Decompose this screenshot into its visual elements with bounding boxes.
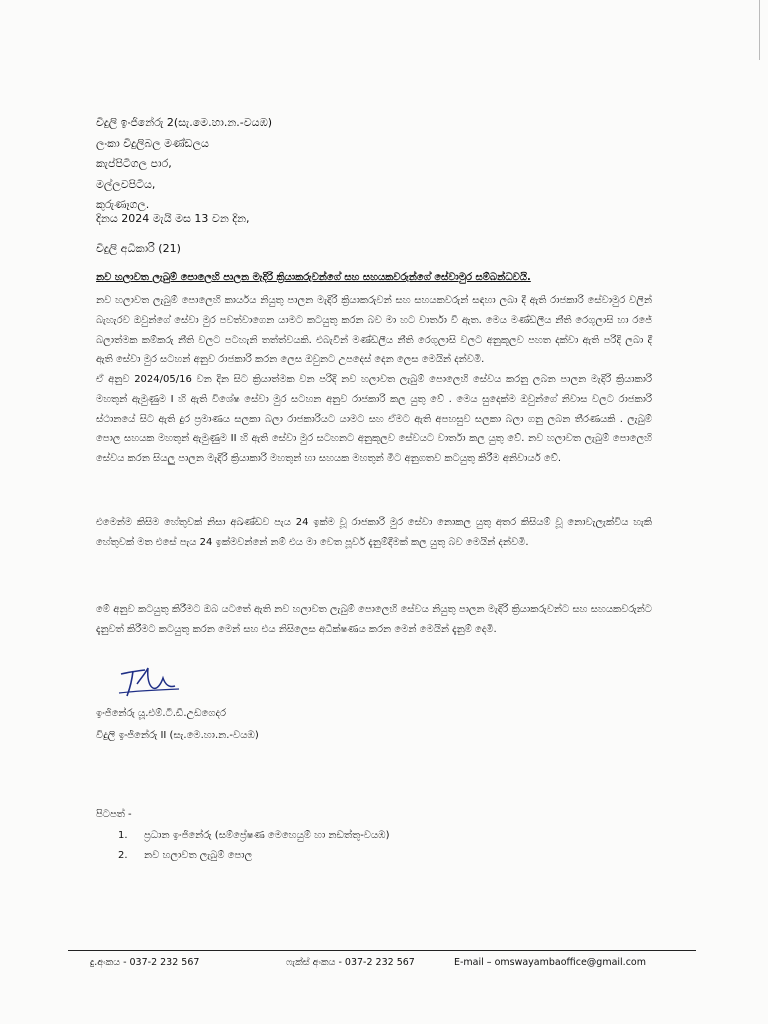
body-paragraph-1: නව හලාවත ලැබුම් පොලෙහි කාර්යය නියුතු පාලන මැදිරි ක්‍රියාකරුවන් සහ සහයකවරුන් සඳහා ලබා දී ඇති රාජකාරි සේවාමුර වලින් බැහැරව ඔවුන්ගේ සේවා මුර පවත්වාගෙන යාමට කටයුතු කරන බව මා හට වාර්තා වී ඇත. මෙය මණ්ඩලීය නීති රෙගුලාසි හා රජේ බලාත්මක කම්කරු නීති වලට පටහැනි තත්ත්වයකි. එබැවින් මණ්ඩලීය නීති රෙගුලාසි වලට අනුකූලව පහත දක්වා ඇති පරිදි ලබා දී ඇති සේවා මුර සටහන් අනුව රාජකාරි කරන ලෙස ඔවුනට උපදෙස් දෙන ලෙස මෙයින් දන්වමි. — [96, 295, 652, 366]
body-paragraph-2: ඒ අනුව 2024/05/16 වන දින සිට ක්‍රියාත්මක වන පරිදි නව හලාවත ලැබුම් පොලෙහි සේවය කරනු ලබන පාලන මැදිරි ක්‍රියාකාරි මහතුන් ඇමුණුම I හි ඇති විශේෂ සේවා මුර සටහන අනුව රාජකාරි කල යුතු වේ . මෙය සුදෙක්ම ඔවුන්ගේ නිවාස වලට රාජකාරි ස්ථානයේ සිට ඇති දුර ප්‍රමාණය සලකා බලා රාජකාරියට යාමට සහ ඒමට ඇති අපහසුව සලකා බලා ගනු ලබන තීරණයකි . ලැබුම් පොල සහයක මහතුන් ඇමුණුම II හි ඇති සේවා මුර සටහනට අනුකූලව සේවයට වාර්තා කල යුතු වේ. නව හලාවත ලැබුම් පොලෙහි සේවය කරන සියලු පාලන මැදිරි ක්‍රියාකාරි මහතුන් හා සහයක මහතුන් මීට අනුගතව කටයුතු කිරීම අනිවාර්ය වේ. — [96, 374, 652, 465]
list-item — [118, 826, 390, 846]
body-paragraph-4: මේ අනුව කටයුතු කිරීමට ඔබ යටතේ ඇති නව හලාවත ලැබුම් පොලෙහි සේවය නියුතු පාලන මැදිරි ක්‍රියාකරුවන්ට සහ සහයකවරුන්ට දැනුවත් කිරීමට කටයුතු කරන මෙන් සහ එය නිසිලෙස අධීක්ෂණය කරන මෙන් මෙයින් දැනුම් දෙමි. — [96, 604, 652, 635]
list-text: නව හලාවත ලැබුම් පොල — [144, 850, 253, 861]
sender-address — [96, 113, 272, 216]
copies-label: පිටපත් - — [96, 809, 132, 820]
copies-list — [118, 826, 390, 866]
footer-fax: ෆැක්ස් අංකය - 037-2 232 567 — [286, 957, 415, 968]
body-paragraph-3: එමෙන්ම කිසිම හේතුවක් නිසා අඛණ්ඩව පැය 24 ඉක්ම වූ රාජකාරි මුර සේවා නොකල යුතු අතර කිසියම් වූ නොවැලැක්විය හැකි හේතුවක් මත එසේ පැය 24 ඉක්මවන්නේ නම් එය මා වෙත පූර්ව දැනුම්දීමක් කල යුතු බව මෙයින් දන්වමි. — [96, 517, 652, 548]
sender-line: කැප්පිටිගල පාර, — [96, 157, 172, 170]
signer-title: විදුලි ඉංජිනේරු II (සැ.මෙ.හා.න.-වයඹ) — [96, 730, 259, 741]
footer-divider — [68, 950, 696, 951]
letter-date: දිනය 2024 මැයි මස 13 වන දින, — [96, 212, 250, 225]
footer-telephone: දු.අංකය - 037-2 232 567 — [90, 957, 200, 968]
list-number: 2. — [118, 850, 128, 861]
scan-edge — [753, 0, 760, 60]
sender-line: මල්ලවපිටිය, — [96, 177, 156, 191]
list-number: 1. — [118, 830, 128, 841]
sender-line: කුරුණෑගල. — [96, 198, 150, 211]
footer-email: E-mail – omswayambaoffice@gmail.com — [454, 957, 646, 968]
sender-line: ලංකා විදුලිබල මණ්ඩලය — [96, 136, 209, 150]
addressee: විදුලි අධිකාරි (21) — [96, 242, 181, 255]
signer-name: ඉංජිනේරු යූ.එම්.ටී.ඩී.උඩගෙදර — [96, 708, 226, 719]
list-text: ප්‍රධාන ඉංජිනේරු (සම්ප්‍රේෂණ මෙහෙයුම් හා නඩත්තු-වයඹ) — [144, 830, 390, 841]
letter-subject: නව හලාවත ලැබුම් පොලෙහි පාලන මැදිරි ක්‍රියාකරුවන්ගේ සහ සහයකවරුන්ගේ සේවාමුර සම්බන්ධවයි. — [96, 272, 531, 283]
list-item — [118, 846, 390, 866]
handwritten-signature — [115, 660, 185, 700]
sender-line: විදුලි ඉංජිනේරු 2(සැ.මෙ.හා.න.-වයඹ) — [96, 116, 273, 129]
